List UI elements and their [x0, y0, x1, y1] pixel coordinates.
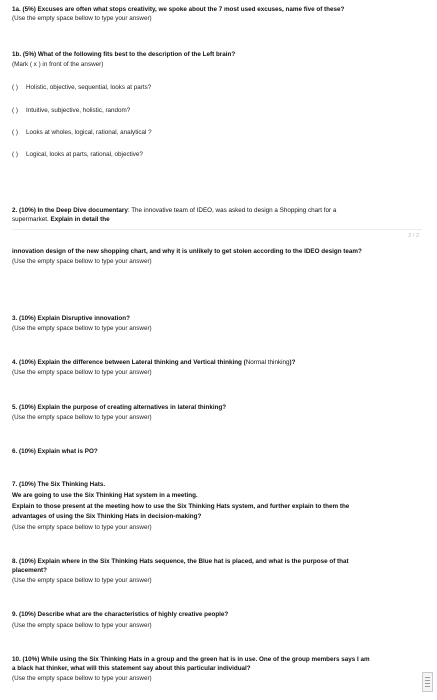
question-7-title: 7. (10%) The Six Thinking Hats.: [12, 481, 106, 488]
question-8-note: (Use the empty space bellow to type your answer): [12, 577, 152, 584]
option-checkbox[interactable]: ( ): [12, 151, 18, 158]
page-separator: [12, 229, 422, 230]
option-checkbox[interactable]: ( ): [12, 129, 18, 136]
resize-grip-icon[interactable]: [422, 672, 433, 692]
question-8-line1: 8. (10%) Explain where in the Six Thinking Hats sequence, the Blue hat is placed, and what is the purpose of that: [12, 558, 349, 565]
question-1a-title: 1a. (5%) Excuses are often what stops creativity, we spoke about the 7 most used excuses, name five of these?: [12, 6, 345, 13]
question-4-note: (Use the empty space bellow to type your answer): [12, 369, 152, 376]
option-text: Intuitive, subjective, holistic, random?: [26, 107, 131, 114]
question-1a-note: (Use the empty space bellow to type your answer): [12, 15, 152, 22]
question-10-note: (Use the empty space bellow to type your answer): [12, 675, 152, 682]
option-2[interactable]: [12, 107, 422, 115]
question-3-note: (Use the empty space bellow to type your answer): [12, 325, 152, 332]
question-5-title: 5. (10%) Explain the purpose of creating alternatives in lateral thinking?: [12, 404, 227, 411]
question-7-line3: Explain to those present at the meeting how to use the Six Thinking Hats system, and further explain to them the: [12, 503, 350, 510]
question-2-title: [12, 207, 422, 215]
question-1b-title: 1b. (5%) What of the following fits best to the description of the Left brain?: [12, 51, 236, 58]
option-text: Holistic, objective, sequential, looks at parts?: [26, 84, 152, 91]
question-9-title: 9. (10%) Describe what are the characteristics of highly creative people?: [12, 611, 229, 618]
question-7-note: (Use the empty space bellow to type your answer): [12, 524, 152, 531]
question-4-end: )?: [289, 359, 296, 366]
question-3-title: 3. (10%) Explain Disruptive innovation?: [12, 315, 130, 322]
question-2-bold: 2. (10%) In the Deep Dive documentary: [12, 207, 128, 214]
question-10-line2: a black hat thinker, what will this statement say about this particular individual?: [12, 665, 251, 672]
option-checkbox[interactable]: ( ): [12, 107, 18, 114]
question-7-line4: advantages of using the Six Thinking Hats in decision-making?: [12, 513, 202, 520]
question-2-line2: [12, 216, 422, 224]
question-5-note: (Use the empty space bellow to type your answer): [12, 414, 152, 421]
question-2-rest: : The innovative team of IDEO, was asked to design a Shopping chart for a: [127, 207, 337, 214]
question-6-title: 6. (10%) Explain what is PO?: [12, 448, 98, 455]
question-9-note: (Use the empty space bellow to type your answer): [12, 622, 152, 629]
question-4-normal: Normal thinking: [245, 359, 290, 366]
option-4[interactable]: [12, 151, 422, 159]
question-1b-note: (Mark ( x ) in front of the answer): [12, 61, 104, 68]
question-2-line2-bold: Explain in detail the: [50, 216, 110, 223]
question-7-line2: We are going to use the Six Thinking Hat system in a meeting.: [12, 492, 198, 499]
option-checkbox[interactable]: ( ): [12, 84, 18, 91]
option-text: Logical, looks at parts, rational, objective?: [26, 151, 143, 158]
question-2-note: (Use the empty space bellow to type your answer): [12, 258, 152, 265]
page-indicator: 2 / 2: [408, 233, 419, 239]
question-2-continued: innovation design of the new shopping chart, and why it is unlikely to get stolen according to the IDEO design team?: [12, 248, 362, 255]
option-text: Looks at wholes, logical, rational, analytical ?: [26, 129, 152, 136]
question-10-line1: 10. (10%) While using the Six Thinking Hats in a group and the green hat is in use. One of the group members says I am: [12, 656, 370, 663]
option-1[interactable]: [12, 84, 422, 92]
question-8-line2: placement?: [12, 567, 47, 574]
option-3[interactable]: [12, 129, 422, 137]
question-2-line2-normal: supermarket.: [12, 216, 51, 223]
question-4-title: [12, 359, 422, 367]
question-4-bold: 4. (10%) Explain the difference between Lateral thinking and Vertical thinking (: [12, 359, 246, 366]
